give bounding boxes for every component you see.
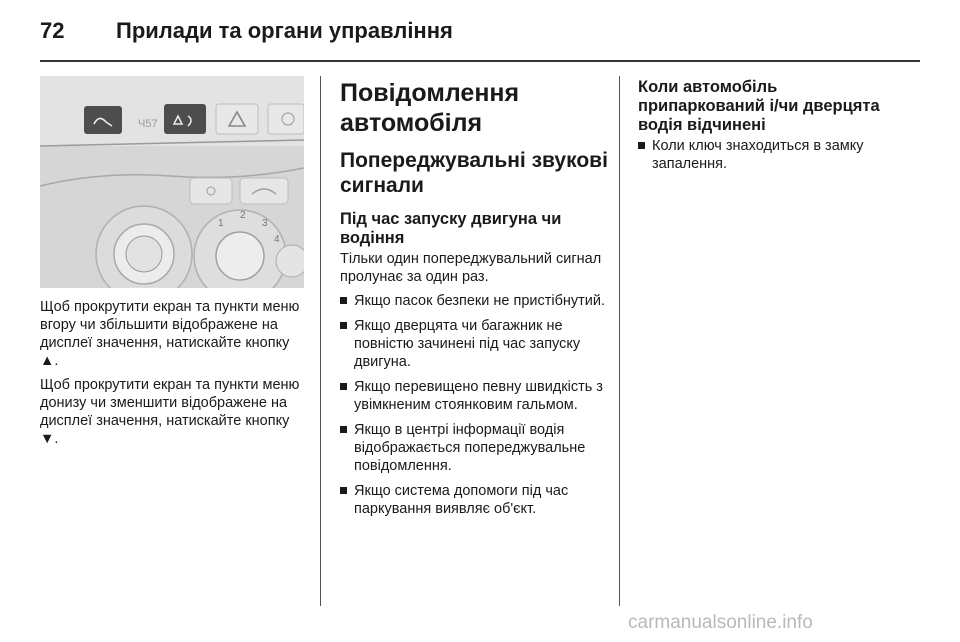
bullet-icon [340, 297, 347, 304]
paragraph-scroll-up: Щоб прокрутити екран та пункти меню вгору чи збільшити відображене на дисплеї значення, натискайте кнопку ▲. [40, 299, 300, 369]
list-item-text: Якщо в центрі інформації водія відображається попереджувальне повідомлення. [354, 422, 586, 474]
warning-list [340, 292, 608, 518]
list-item [340, 421, 608, 475]
list-item-text: Якщо система допомоги під час паркування виявляє об'єкт. [354, 483, 569, 517]
minor-title: Під час запуску двигуна чи водіння [340, 210, 562, 247]
bullet-icon [638, 142, 645, 149]
column-1 [40, 298, 306, 454]
header-rule [40, 60, 920, 62]
list-item [638, 137, 908, 173]
subsection-title: Попереджувальні звукові сигнали [340, 149, 608, 197]
knob-number-2: 2 [240, 210, 246, 221]
paragraph-scroll-down: Щоб прокрутити екран та пункти меню донизу чи зменшити відображене на дисплеї значення, натискайте кнопку ▼. [40, 377, 300, 447]
bullet-icon [340, 322, 347, 329]
bullet-icon [340, 383, 347, 390]
button-row [84, 104, 304, 134]
list-item-text: Якщо дверцята чи багажник не повністю зачинені під час запуску двигуна. [354, 318, 581, 370]
bullet-icon [340, 487, 347, 494]
column-2 [340, 78, 608, 525]
list-item [340, 317, 608, 371]
knob-number-1: 1 [218, 218, 224, 229]
page-header [40, 14, 920, 60]
page-number: 72 [40, 18, 65, 43]
list-item-text: Якщо пасок безпеки не пристібнутий. [354, 293, 606, 309]
dashboard-illustration [40, 76, 304, 288]
column-divider-1 [320, 76, 321, 606]
button-label-text: Ч57 [138, 118, 158, 130]
list-item [340, 378, 608, 414]
parked-warning-list [638, 137, 908, 173]
knob-number-3: 3 [262, 218, 268, 229]
section-title: Повідомлення автомобіля [340, 79, 520, 137]
watermark-text: carmanualsonline.info [628, 612, 813, 633]
bullet-icon [340, 426, 347, 433]
intro-text: Тільки один попереджувальний сигнал пролунає за один раз. [340, 251, 602, 285]
column-divider-2 [619, 76, 620, 606]
dark-button-center [164, 104, 206, 134]
minor-title-parked: Коли автомобіль припаркований і/чи дверцята водія відчинені [638, 78, 880, 134]
page-title: Прилади та органи управління [116, 18, 453, 43]
list-item-text: Якщо перевищено певну швидкість з увімкненим стоянковим гальмом. [354, 379, 603, 413]
column-3 [638, 78, 908, 180]
list-item-text: Коли ключ знаходиться в замку запалення. [652, 138, 864, 172]
list-item [340, 482, 608, 518]
knob-number-4: 4 [274, 234, 280, 245]
list-item [340, 292, 608, 310]
dashboard-illustration-svg [40, 76, 304, 288]
